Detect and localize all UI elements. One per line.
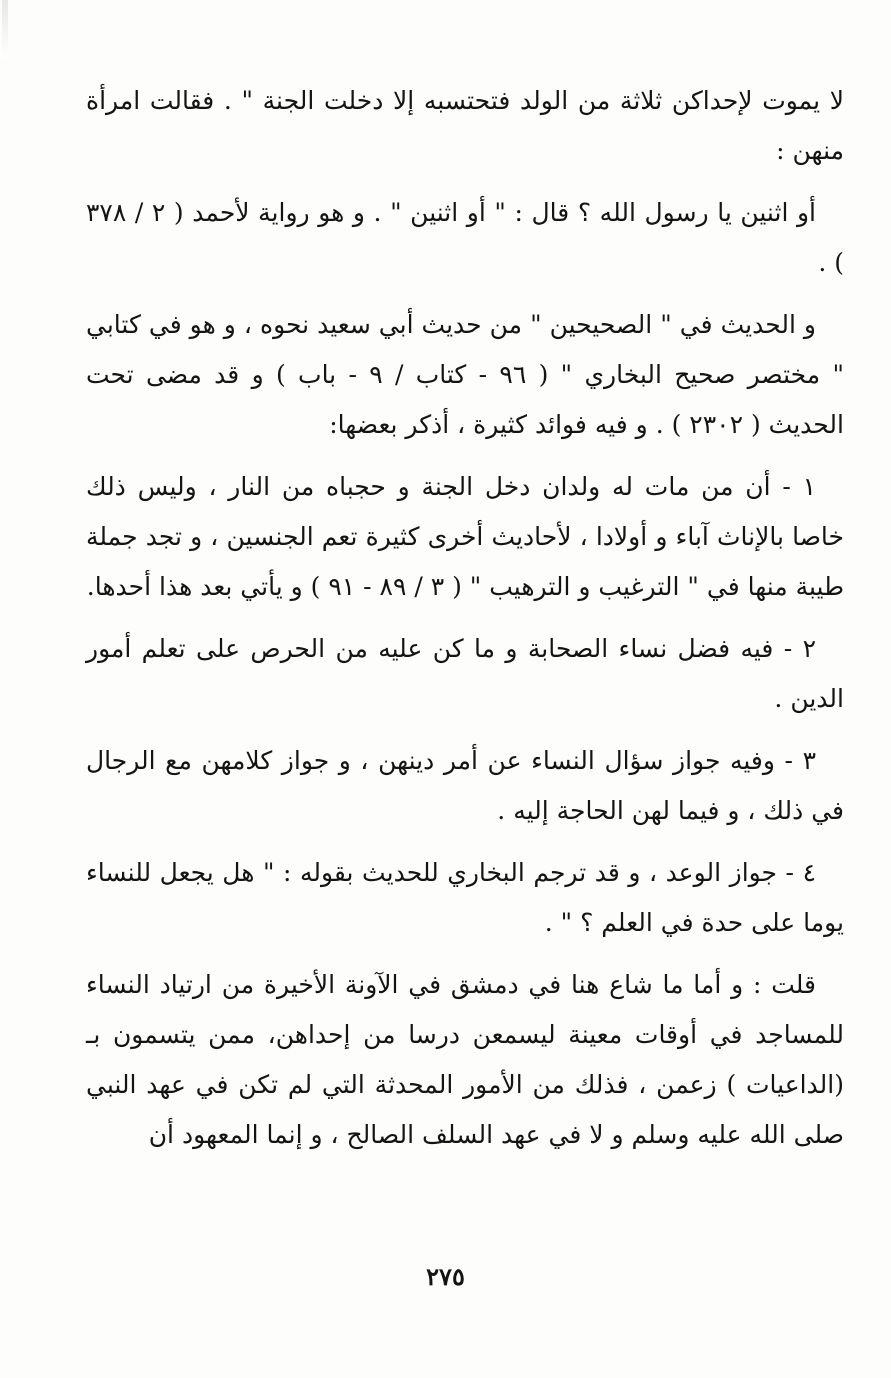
scan-edge-mark bbox=[2, 0, 8, 60]
page-number: ٢٧٥ bbox=[426, 1262, 465, 1291]
paragraph-6: ٣ - وفيه جواز سؤال النساء عن أمر دينهن ، و جواز كلامهن مع الرجال في ذلك ، و فيما لهن الحاجة إليه . bbox=[86, 746, 844, 825]
paragraph-5: ٢ - فيه فضل نساء الصحابة و ما كن عليه من الحرص على تعلم أمور الدين . bbox=[86, 634, 844, 713]
paragraph-8: قلت : و أما ما شاع هنا في دمشق في الآونة الأخيرة من ارتياد النساء للمساجد في أوقات معينة ليسمعن درسا من إحداهن، ممن يتسمون بـ (الداعيات ) زعمن ، فذلك من الأمور المحدثة التي لم تكن في عهد النبي صلى الله عليه وسلم و لا في عهد السلف الصالح ، و إنما المعهود أن bbox=[86, 970, 844, 1149]
paragraph-1: لا يموت لإحداكن ثلاثة من الولد فتحتسبه إلا دخلت الجنة " . فقالت امرأة منهن : bbox=[86, 86, 844, 165]
page-body bbox=[86, 76, 844, 1172]
paragraph-2: أو اثنين يا رسول الله ؟ قال : " أو اثنين " . و هو رواية لأحمد ( ٢ / ٣٧٨ ) . bbox=[86, 198, 844, 277]
paragraph-4: ١ - أن من مات له ولدان دخل الجنة و حجباه من النار ، وليس ذلك خاصا بالإناث آباء و أولادا ، لأحاديث أخرى كثيرة تعم الجنسين ، و تجد جملة طيبة منها في " الترغيب و الترهيب " ( ٣ / ٨٩ - ٩١ ) و يأتي بعد هذا أحدها. bbox=[86, 472, 844, 601]
paragraph-3: و الحديث في " الصحيحين " من حديث أبي سعيد نحوه ، و هو في كتابي " مختصر صحيح البخاري " ( ٩٦ - كتاب / ٩ - باب ) و قد مضى تحت الحديث ( ٢٣٠٢ ) . و فيه فوائد كثيرة ، أذكر بعضها: bbox=[86, 310, 844, 439]
paragraph-7: ٤ - جواز الوعد ، و قد ترجم البخاري للحديث بقوله : " هل يجعل للنساء يوما على حدة في العلم ؟ " . bbox=[86, 858, 844, 937]
